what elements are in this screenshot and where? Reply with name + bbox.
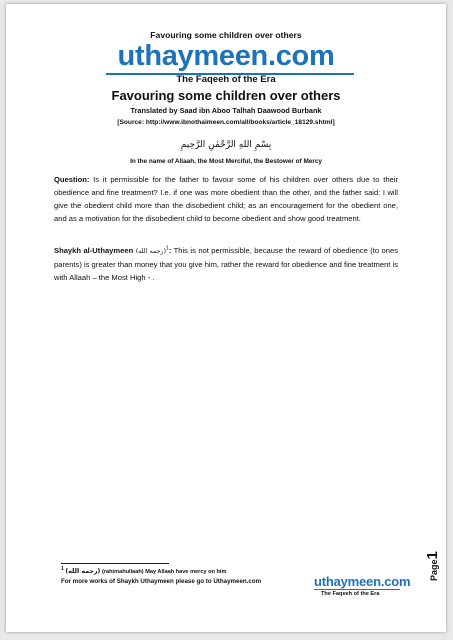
question-label: Question: <box>54 175 90 184</box>
question-paragraph <box>54 173 398 225</box>
footnote <box>61 568 226 575</box>
footnote-text: (rahimahullaah) May Allaah have mercy on him <box>100 569 227 575</box>
basmala-translation: In the name of Allaah, the Most Merciful, the Bestower of Mercy <box>130 158 322 165</box>
answer-arabic-honorific: (رحمه الله) <box>135 248 167 255</box>
footer-logo-underline <box>314 589 400 590</box>
footer-tagline: The Faqeeh of the Era <box>321 591 380 597</box>
page-number: 1 <box>424 551 441 560</box>
answer-text: This is not permissible, because the reward of obedience (to ones parents) is greater than money that you give him, rather the reward for obedience and fine treatment is with Allaah – the Most High - . <box>54 246 399 282</box>
site-logo: uthaymeen.com <box>117 40 335 72</box>
translator-credit: Translated by Saad ibn Aboo Talhah Daawood Burbank <box>130 106 322 115</box>
footnote-arabic: (رحمه الله) <box>65 568 101 575</box>
footer-more-works: For more works of Shaykh Uthaymeen please go to Uthaymeen.com <box>61 578 262 585</box>
basmala: بِسْمِ اللهِ الرَّحْمٰنِ الرَّحِيمِ <box>180 140 272 150</box>
page-word: Page <box>429 559 439 581</box>
article-title: Favouring some children over others <box>111 88 341 103</box>
answer-label: Shaykh al-Uthaymeen <box>54 246 134 255</box>
answer-colon: : <box>168 246 172 255</box>
answer-paragraph <box>54 244 398 284</box>
page-number-label <box>424 551 441 581</box>
site-tagline: The Faqeeh of the Era <box>176 74 276 85</box>
footer-logo: uthaymeen.com <box>314 574 411 589</box>
footnote-divider <box>61 563 169 564</box>
footnote-reference[interactable]: 1 <box>166 245 169 252</box>
source-link[interactable]: [Source: http://www.ibnothaimeen.com/all/books/article_18129.shtml] <box>117 119 335 126</box>
footnote-number: 1 <box>61 566 64 573</box>
question-text: Is it permissible for the father to favour some of his children over others due to their obedience and fine treatment? I.e. if one was more obedient than the other, and the father said: I will give the obedient child more than the disobedient child; as an encouragement for the obedient one, and as a motivation for the disobedient child to become obedient and show good treatment. <box>54 175 398 223</box>
header-title: Favouring some children over others <box>150 30 302 40</box>
document-page <box>6 4 446 632</box>
